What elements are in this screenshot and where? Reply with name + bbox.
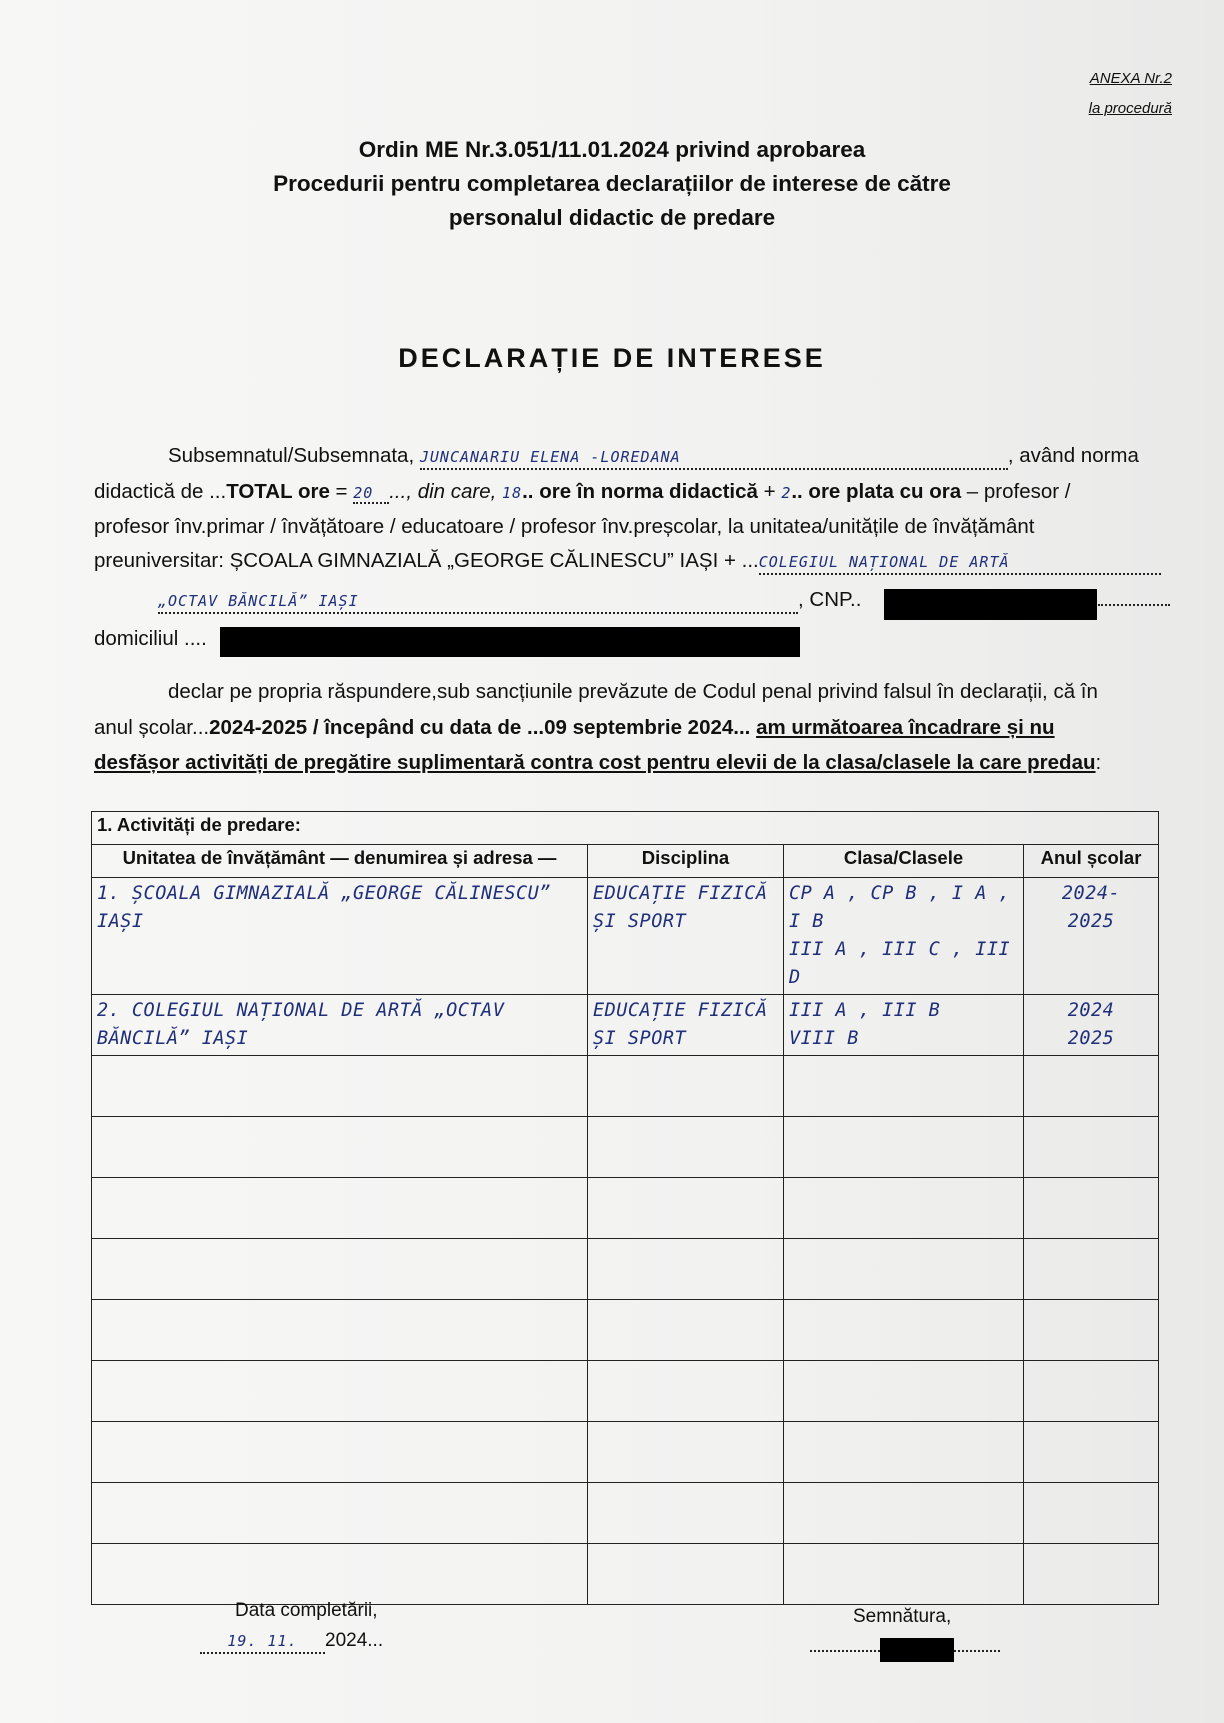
header-classes: Clasa/Clasele [784, 845, 1024, 878]
completion-date: 19. 11. 2024... [200, 1630, 383, 1654]
annex-reference [1089, 64, 1172, 124]
empty-row [92, 1544, 1159, 1605]
signature-label: Semnătura, [853, 1606, 952, 1627]
declaration-line-9: desfășor activități de pregătire suplimentară contra cost pentru elevii de la clasa/clasele la care predau: [94, 751, 1102, 774]
table-row [92, 878, 1159, 995]
header-discipline: Disciplina [588, 845, 784, 878]
annex-procedure: la procedură [1088, 100, 1172, 117]
second-unit-name: COLEGIUL NAȚIONAL DE ARTĂ [758, 553, 1010, 571]
order-title-line-2: Procedurii pentru completarea declarațiilor de interese de către [273, 171, 951, 196]
row-classes: CP A , CP B , I A , I B III A , III C , III D [784, 878, 1024, 995]
declaration-line-2: didactică de ...TOTAL ore = 20 ..., din care, 18.. ore în norma didactică + 2.. ore plata cu ora – profesor / [94, 480, 1071, 503]
empty-row [92, 1483, 1159, 1544]
declaration-line-3: profesor înv.primar / învățătoare / educatoare / profesor înv.preșcolar, la unitatea/unitățile de învățământ [94, 515, 1035, 538]
empty-row [92, 1300, 1159, 1361]
empty-row [92, 1178, 1159, 1239]
empty-row [92, 1117, 1159, 1178]
declaration-line-5: „OCTAV BĂNCILĂ” IAȘI , CNP.. [158, 588, 861, 614]
order-title-line-1: Ordin ME Nr.3.051/11.01.2024 privind aprobarea [358, 137, 866, 162]
redacted-signature [880, 1638, 954, 1662]
declaration-line-4: preuniversitar: ȘCOALA GIMNAZIALĂ „GEORGE CĂLINESCU” IAȘI + ...COLEGIUL NAȚIONAL DE ARTĂ [94, 549, 1161, 575]
redacted-address [220, 627, 800, 657]
row-discipline: EDUCAȚIE FIZICĂ ȘI SPORT [588, 995, 784, 1056]
second-unit-name-cont: „OCTAV BĂNCILĂ” IAȘI [158, 592, 359, 610]
row-classes: III A , III B VIII B [784, 995, 1024, 1056]
document-title: DECLARAȚIE DE INTERESE [398, 343, 826, 373]
row-school-year: 2024- 2025 [1024, 878, 1159, 995]
table-section-title: 1. Activități de predare: [92, 812, 1159, 845]
empty-row [92, 1361, 1159, 1422]
declaration-line-7: declar pe propria răspundere,sub sancțiunile prevăzute de Codul penal privind falsul în declarații, că în [168, 680, 1098, 703]
header-unit: Unitatea de învățământ — denumirea și adresa — [92, 845, 588, 878]
declarant-name: JUNCANARIU ELENA -LOREDANA [419, 448, 681, 466]
declaration-line-6: domiciliul .... [94, 627, 207, 650]
redacted-cnp [884, 589, 1097, 620]
empty-row [92, 1422, 1159, 1483]
norm-hours: 18 [502, 484, 523, 502]
header-school-year: Anul școlar [1024, 845, 1159, 878]
start-date: 09 septembrie 2024... [544, 716, 751, 739]
declaration-line-1: Subsemnatul/Subsemnata, JUNCANARIU ELENA -LOREDANA , având norma [168, 444, 1139, 470]
empty-row [92, 1239, 1159, 1300]
annex-number: ANEXA Nr.2 [1089, 70, 1172, 87]
row-school-year: 2024 2025 [1024, 995, 1159, 1056]
row-unit: 2. COLEGIUL NAȚIONAL DE ARTĂ „OCTAV BĂNCILĂ” IAȘI [92, 995, 588, 1056]
school-year: 2024-2025 [209, 716, 308, 739]
order-title [0, 133, 1224, 235]
name-field [420, 444, 1008, 470]
table-header-row [92, 845, 1159, 878]
order-title-line-3: personalul didactic de predare [448, 205, 776, 230]
empty-row [92, 1056, 1159, 1117]
declaration-line-8: anul școlar...2024-2025 / începând cu data de ...09 septembrie 2024... am următoarea încadrare și nu [94, 716, 1055, 739]
date-label: Data completării, [235, 1600, 378, 1621]
row-discipline: EDUCAȚIE FIZICĂ ȘI SPORT [588, 878, 784, 995]
date-handwritten: 19. 11. [227, 1632, 298, 1650]
date-year: 2024 [325, 1630, 368, 1651]
row-unit: 1. ȘCOALA GIMNAZIALĂ „GEORGE CĂLINESCU” IAȘI [92, 878, 588, 995]
total-hours: 20 [353, 484, 389, 504]
extra-hours: 2 [781, 484, 792, 502]
table-row [92, 995, 1159, 1056]
teaching-activities-table [91, 811, 1159, 1605]
